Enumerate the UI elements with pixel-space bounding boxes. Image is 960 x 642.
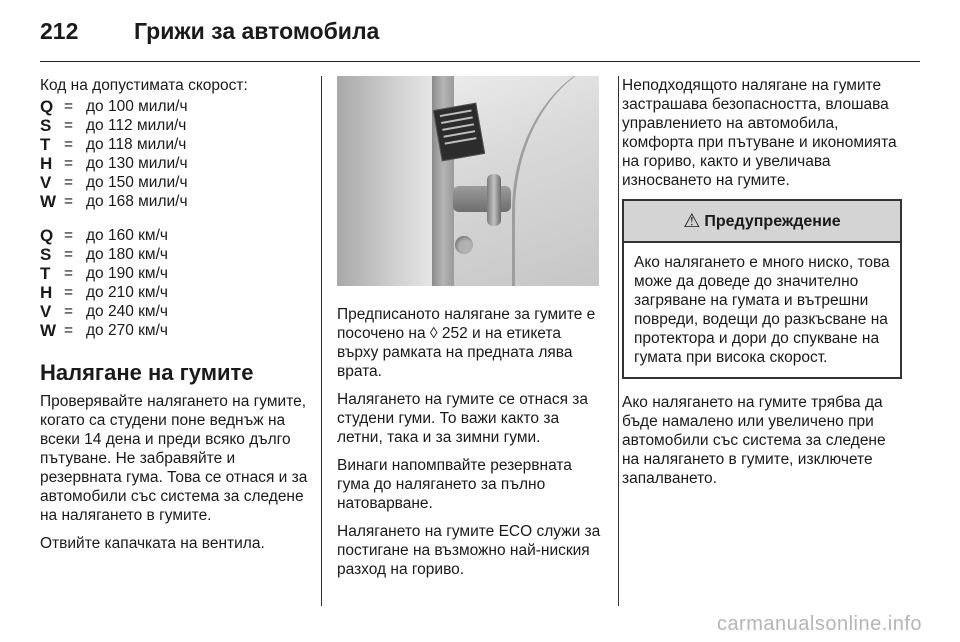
speed-code-letter: H	[40, 154, 53, 173]
paragraph: Неподходящото налягане на гумите застрашава безопасността, влошава управлението на автомобила, комфорта при пътуване и икономията на гориво, както и увеличава износването на гумите.	[622, 77, 897, 189]
speed-code-row	[40, 116, 310, 135]
paragraph: Винаги напомпвайте резервната гума до налягането за пълно натоварване.	[337, 457, 572, 512]
speed-list-mph	[40, 97, 310, 211]
tire-pressure-label-sticker	[433, 103, 485, 162]
warning-triangle-icon: ⚠	[683, 210, 701, 232]
equals-sign: =	[64, 98, 74, 115]
door-edge	[337, 76, 432, 286]
speed-code-row	[40, 135, 310, 154]
paragraph: Налягането на гумите се отнася за студени гуми. То важи както за летни, така и за зимни гуми.	[337, 391, 588, 446]
equals-sign: =	[64, 246, 74, 263]
speed-limit-value: до 190 км/ч	[86, 265, 168, 282]
watermark: carmanualsonline.info	[716, 613, 922, 635]
equals-sign: =	[64, 265, 74, 282]
column-divider-1	[321, 76, 322, 606]
speed-limit-value: до 112 мили/ч	[86, 117, 187, 134]
speed-code-row	[40, 302, 310, 321]
warning-header	[624, 201, 900, 243]
equals-sign: =	[64, 193, 74, 210]
speed-code-row	[40, 283, 310, 302]
equals-sign: =	[64, 284, 74, 301]
warning-title: Предупреждение	[704, 212, 841, 230]
speed-list-kmh	[40, 226, 310, 340]
speed-limit-value: до 168 мили/ч	[86, 193, 188, 210]
section-title-tire-pressure: Налягане на гумите	[40, 360, 254, 385]
speed-code-letter: W	[40, 321, 57, 340]
equals-sign: =	[64, 174, 74, 191]
speed-limit-value: до 240 км/ч	[86, 303, 168, 320]
body-panel-edge	[512, 76, 599, 286]
speed-code-letter: T	[40, 264, 51, 283]
page-title: Грижи за автомобила	[134, 18, 380, 44]
column-divider-2	[618, 76, 619, 606]
paragraph: Предписаното налягане за гумите е посочено на ◊ 252 и на етикета върху рамката на предната лява врата.	[337, 306, 596, 380]
equals-sign: =	[64, 117, 74, 134]
speed-code-letter: S	[40, 245, 52, 264]
speed-code-letter: S	[40, 116, 52, 135]
frame-hole	[455, 236, 473, 254]
speed-limit-value: до 150 мили/ч	[86, 174, 188, 191]
equals-sign: =	[64, 136, 74, 153]
header-divider	[40, 61, 920, 62]
equals-sign: =	[64, 227, 74, 244]
page-header	[40, 18, 920, 58]
speed-code-row	[40, 154, 310, 173]
equals-sign: =	[64, 322, 74, 339]
speed-limit-value: до 130 мили/ч	[86, 155, 188, 172]
door-frame-photo	[337, 76, 599, 286]
speed-code-letter: Q	[40, 97, 54, 116]
page-number: 212	[40, 18, 79, 44]
paragraph: Налягането на гумите ECO служи за постигане на възможно най-ниския разход на гориво.	[337, 523, 601, 578]
column-right	[622, 76, 902, 497]
speed-code-letter: W	[40, 192, 57, 211]
paragraph: Отвийте капачката на вентила.	[40, 535, 265, 552]
speed-code-letter: H	[40, 283, 53, 302]
hinge-pin	[487, 174, 501, 226]
speed-code-letter: V	[40, 302, 52, 321]
speed-limit-value: до 100 мили/ч	[86, 98, 188, 115]
speed-limit-value: до 270 км/ч	[86, 322, 168, 339]
paragraph: Проверявайте налягането на гумите, когато са студени поне веднъж на всеки 14 дена и преди всяко дълго пътуване. Не забравяйте и резервната гума. Това се отнася и за автомобили със система за следене на налягането в гумите.	[40, 393, 308, 524]
warning-box	[622, 199, 902, 379]
speed-code-letter: T	[40, 135, 51, 154]
speed-code-row	[40, 97, 310, 116]
speed-limit-value: до 118 мили/ч	[86, 136, 187, 153]
speed-limit-value: до 180 км/ч	[86, 246, 168, 263]
speed-code-row	[40, 245, 310, 264]
column-middle	[337, 76, 605, 588]
speed-code-row	[40, 226, 310, 245]
equals-sign: =	[64, 155, 74, 172]
speed-code-row	[40, 173, 310, 192]
door-hinge	[453, 186, 511, 212]
speed-code-row	[40, 321, 310, 340]
speed-limit-value: до 210 км/ч	[86, 284, 168, 301]
speed-code-row	[40, 264, 310, 283]
equals-sign: =	[64, 303, 74, 320]
speed-code-row	[40, 192, 310, 211]
speed-code-letter: Q	[40, 226, 54, 245]
paragraph: Ако налягането на гумите трябва да бъде намалено или увеличено при автомобили със система за следене на налягането в гумите, изключете запалването.	[622, 394, 886, 487]
speed-code-intro: Код на допустимата скорост:	[40, 77, 248, 94]
speed-limit-value: до 160 км/ч	[86, 227, 168, 244]
column-left	[40, 76, 310, 562]
warning-text: Ако налягането е много ниско, това може да доведе до значително загряване на гумата и вътрешни повреди, водещи до разкъсване на протектора и дори до спукване на гумата при висока скорост.	[634, 254, 890, 366]
speed-code-letter: V	[40, 173, 52, 192]
